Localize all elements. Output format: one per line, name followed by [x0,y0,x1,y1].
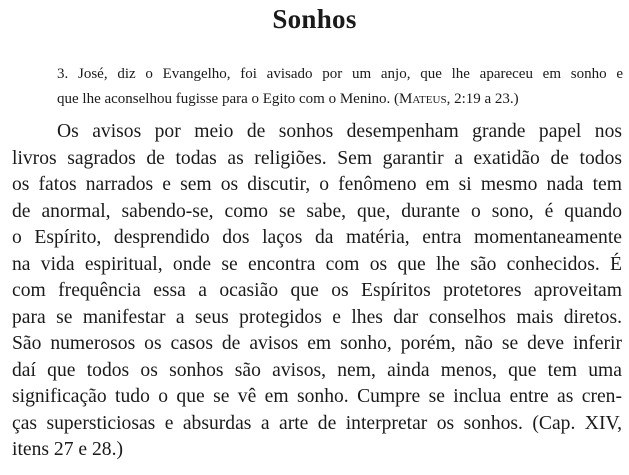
paragraph-line: São numerosos os casos de avisos em sonho, porém, não se deve inferir [12,333,622,354]
quote-reference-author: Mateus [399,90,447,107]
paragraph-line: significação tudo o que se vê em sonho. Cumpre se inclua entre as cren- [12,386,622,407]
paragraph-line: livros sagrados de todas as religiões. Sem garantir a exatidão de todos [12,147,622,169]
quote-line: 3. José, diz o Evangelho, foi avisado por um anjo, que lhe apareceu em sonho e [57,66,623,82]
paragraph-line: na vida espiritual, onde se encontra com os que lhe são conhecidos. É [12,253,622,275]
page-title: Sonhos [272,4,357,34]
body-paragraph [12,119,622,464]
quote-line [57,87,623,112]
paragraph-line: ças supersticiosas e absurdas a arte de interpretar os sonhos. (Cap. XIV, [12,412,622,434]
scripture-quote [57,62,623,111]
paragraph-line: o Espírito, desprendido dos laços da matéria, entra momentaneamente [12,227,622,248]
paragraph-line: de anormal, sabendo-se, como se sabe, que, durante o sono, é quando [12,200,622,222]
paragraph-line: itens 27 e 28.) [12,439,124,460]
quote-reference-verse: , 2:19 a 23.) [446,90,519,107]
paragraph-line: os fatos narrados e sem os discutir, o fenômeno em si mesmo nada tem [12,174,622,195]
paragraph-line: Os avisos por meio de sonhos desempenham grande papel nos [57,121,622,142]
paragraph-line: para se manifestar a seus protegidos e lhes dar conselhos mais diretos. [12,306,622,328]
quote-text: que lhe aconselhou fugisse para o Egito com o Menino. ( [57,90,399,107]
paragraph-line: daí que todos os sonhos são avisos, nem, ainda menos, que tem uma [12,359,622,381]
paragraph-line: com frequência essa a ocasião que os Espíritos protetores aproveitam [12,280,622,301]
